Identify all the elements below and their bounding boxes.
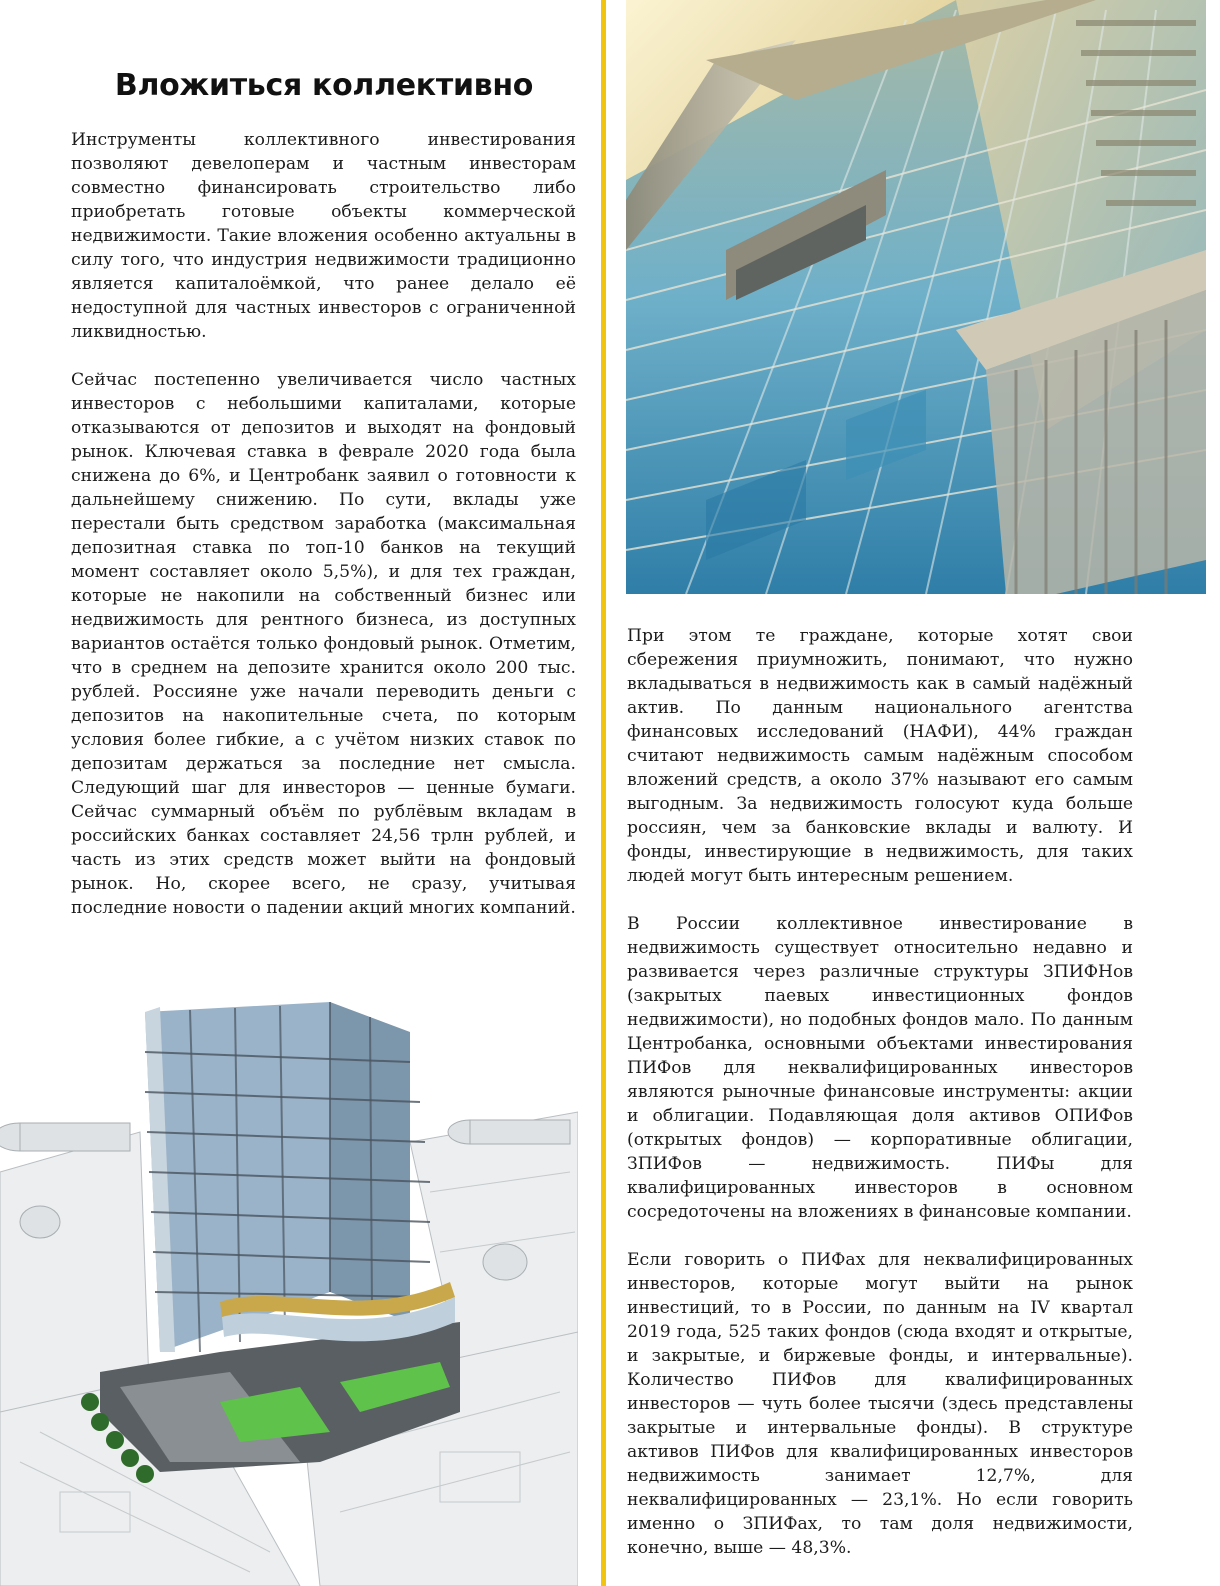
paragraph: Инструменты коллективного инвестирования позволяют девелоперам и частным инвесторам совместно финансировать строительство либо приобретать готовые объекты коммерческой недвижимости. Такие вложения особенно актуальны в силу того, что индустрия недвижимости традиционно является капиталоёмкой, что ранее делало её недоступной для частных инвесторов с ограниченной ликвидностью. <box>71 130 576 342</box>
paragraph: В России коллективное инвестирование в недвижимость существует относительно недавно и развивается через различные структуры ЗПИФНов (закрытых паевых инвестиционных фондов недвижимости), но подобных фондов мало. По данным Центробанка, основными объектами инвестирования ПИФов для неквалифицированных инвесторов являются рыночные финансовые инструменты: акции и облигации. Подавляющая доля активов ОПИФов (открытых фондов) — корпоративные облигации, ЗПИФов — недвижимость. ПИФы для квалифицированных инвесторов в основном сосредоточены на вложениях в финансовые компании. <box>627 914 1133 1222</box>
right-column <box>627 624 1133 1584</box>
skyscraper-photo <box>626 0 1206 594</box>
paragraph: Сейчас постепенно увеличивается число частных инвесторов с небольшими капиталами, которые отказываются от депозитов и выходят на фондовый рынок. Ключевая ставка в феврале 2020 года была снижена до 6%, и Центробанк заявил о готовности к дальнейшему снижению. По сути, вклады уже перестали быть средством заработка (максимальная депозитная ставка по топ-10 банков на текущий момент составляет около 5,5%), и для тех граждан, которые не накопили на собственный бизнес или недвижимость для рентного бизнеса, из доступных вариантов остаётся только фондовый рынок. Отметим, что в среднем на депозите хранится около 200 тыс. рублей. Россияне уже начали переводить деньги с депозитов на накопительные счета, по которым условия более гибкие, а с учётом низких ставок по депозитам держаться за последние нет смысла. Следующий шаг для инвесторов — ценные бумаги. Сейчас суммарный объём по рублёвым вкладам в российских банках составляет 24,56 трлн рублей, и часть из этих средств может выйти на фондовый рынок. Но, скорее всего, не сразу, учитывая последние новости о падении акций многих компаний. <box>71 370 576 918</box>
left-column <box>71 128 576 944</box>
paragraph: При этом те граждане, которые хотят свои сбережения приумножить, понимают, что нужно вкладываться в недвижимость как в самый надёжный актив. По данным национального агентства финансовых исследований (НАФИ), 44% граждан считают недвижимость самым надёжным способом вложений средств, а около 37% называют его самым выгодным. За недвижимость голосуют куда больше россиян, чем за банковские вклады и валюту. И фонды, инвестирующие в недвижимость, для таких людей могут быть интересным решением. <box>627 626 1133 886</box>
building-render <box>0 992 578 1586</box>
paragraph: Если говорить о ПИФах для неквалифицированных инвесторов, которые могут выйти на рынок инвестиций, то в России, по данным на IV квартал 2019 года, 525 таких фондов (сюда входят и открытые, и закрытые, и биржевые фонды, и интервальные). Количество ПИФов для квалифицированных инвесторов — чуть более тысячи (здесь представлены закрытые и интервальные фонды). В структуре активов ПИФов для квалифицированных инвесторов недвижимость занимает 12,7%, для неквалифицированных — 23,1%. Но если говорить именно о ЗПИФах, то там доля недвижимости, конечно, выше — 48,3%. <box>627 1250 1133 1558</box>
article-title: Вложиться коллективно <box>114 68 534 103</box>
yellow-divider <box>601 0 606 1586</box>
